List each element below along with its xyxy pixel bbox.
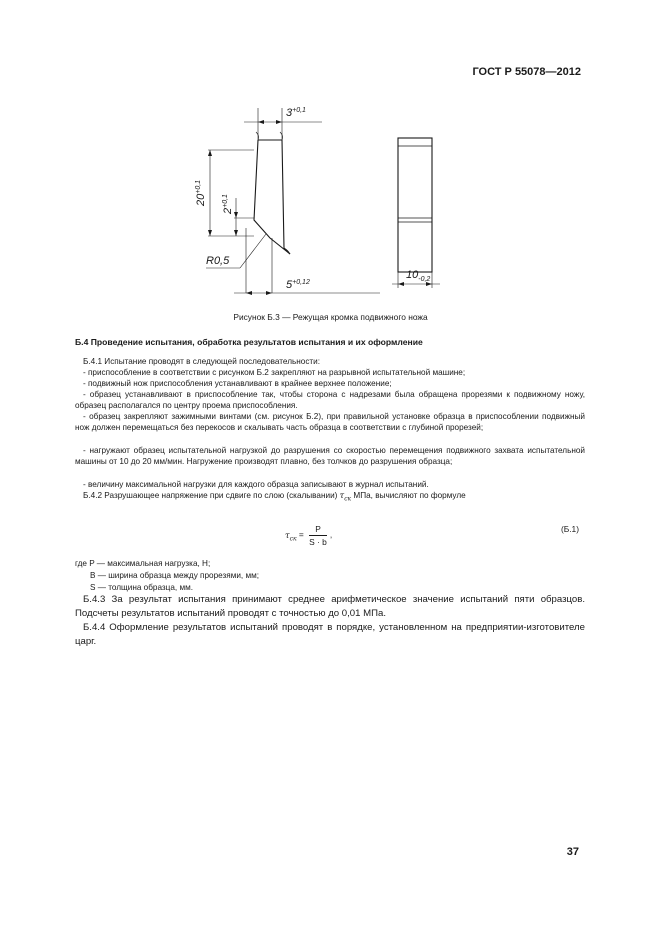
formula-fraction: $\frac{P}{S \cdot b}$: [309, 524, 327, 547]
list-item: - образец закрепляют зажимными винтами (см. рисунок Б.2), при правильной установке образца в приспособлении подвижный нож должен перемещаться без перекосов и скалывать часть образца в соответствии с глубиной прорезей;: [75, 412, 585, 433]
figure-caption: Рисунок Б.3 — Режущая кромка подвижного ножа: [233, 312, 428, 322]
dim-top-width: $3^{+0,1}$: [286, 107, 306, 119]
paragraph-b43: Б.4.3 За результат испытания принимают среднее арифметическое значение испытаний пяти образцов. Подсчеты результатов испытаний проводят с точностью до 0,01 МПа.: [75, 594, 585, 619]
tau-symbol: $\tau_{ск}$: [339, 490, 352, 503]
dim-bevel-height: $2^{+0,1}$: [222, 194, 234, 214]
list-item: - образец устанавливают в приспособление так, чтобы сторона с надрезами была обращена прорезями к подвижному ножу, образец располагался по центру проема приспособления.: [75, 390, 585, 411]
page-number: 37: [566, 846, 579, 858]
section-heading: Б.4 Проведение испытания, обработка результатов испытания и их оформление: [75, 337, 423, 347]
cutting-edge-drawing: [180, 88, 480, 298]
legend-p: где P — максимальная нагрузка, Н;: [75, 559, 211, 568]
dim-radius: R0,5: [206, 255, 230, 267]
legend-s: S — толщина образца, мм.: [90, 583, 194, 592]
dim-height: $20^{+0,1}$: [195, 179, 207, 206]
dim-thickness: $10_{-0,2}$: [406, 269, 431, 283]
legend-b: B — ширина образца между прорезями, мм;: [90, 571, 259, 580]
list-item: - подвижный нож приспособления устанавливают в крайнее верхнее положение;: [83, 379, 392, 388]
paragraph-b44: Б.4.4 Оформление результатов испытаний проводят в порядке, установленном на предприятии-изготовителе царг.: [75, 622, 585, 647]
list-item: - величину максимальной нагрузки для каждого образца записывают в журнал испытаний.: [83, 480, 429, 489]
standard-number: ГОСТ Р 55078—2012: [472, 66, 581, 78]
paragraph-b41: Б.4.1 Испытание проводят в следующей последовательности:: [83, 357, 321, 366]
paragraph-b42: Б.4.2 Разрушающее напряжение при сдвиге по слою (скалывании) $\tau_{ск}$ МПа, вычисляют по формуле: [83, 490, 466, 503]
list-item: - приспособление в соответствии с рисунком Б.2 закрепляют на разрывной испытательной машине;: [83, 368, 466, 377]
list-item: - нагружают образец испытательной нагрузкой до разрушения со скоростью перемещения подвижного захвата испытательной машины от 10 до 20 мм/мин. Нагружение производят плавно, без толчков до разрушения образца;: [75, 446, 585, 467]
formula: $\tau_{ск}$ = $\frac{P}{S \cdot b}$ ,: [285, 524, 333, 547]
equation-number: (Б.1): [560, 524, 579, 534]
dim-bottom-width: $5^{+0,12}$: [286, 279, 310, 291]
